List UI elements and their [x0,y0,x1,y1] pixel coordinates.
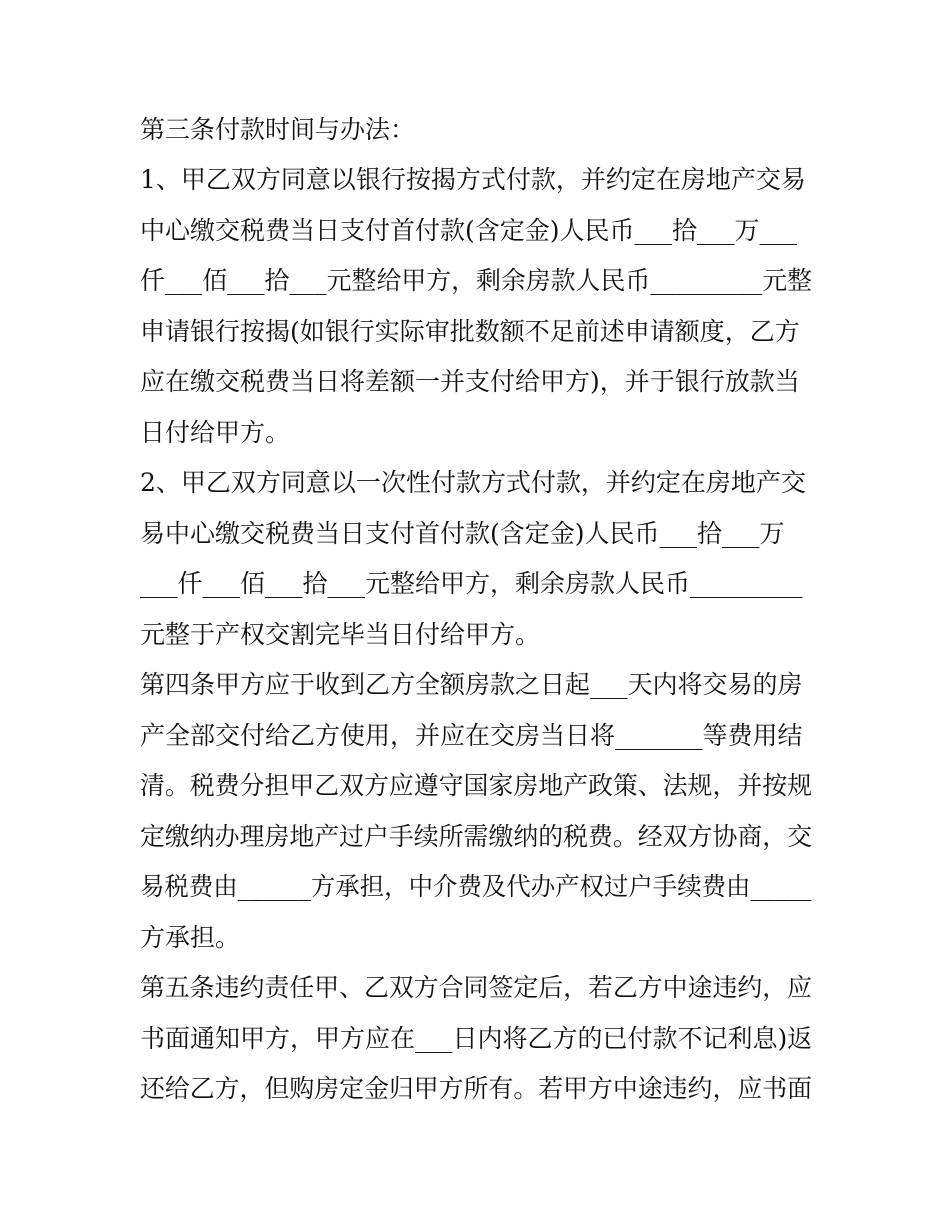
text-line: 第三条付款时间与办法： [140,115,416,144]
text-line: 元整于产权交割完毕当日付给甲方。 [140,620,541,649]
text-line: 易中心缴交税费当日支付首付款(含定金)人民币___拾___万 [140,519,785,548]
text-line: 申请银行按揭(如银行实际审批数额不足前述申请额度，乙方 [140,317,800,346]
text-line: 应在缴交税费当日将差额一并支付给甲方)，并于银行放款当 [140,367,800,396]
text-line: 定缴纳办理房地产过户手续所需缴纳的税费。经双方协商，交 [140,822,813,851]
text-line: ___仟___佰___拾___元整给甲方，剩余房款人民币_________ [140,569,803,598]
text-line: 1、甲乙双方同意以银行按揭方式付款，并约定在房地产交易 [140,165,806,194]
text-line: 清。税费分担甲乙双方应遵守国家房地产政策、法规，并按规 [140,771,813,800]
text-line: 易税费由______方承担，中介费及代办产权过户手续费由_____ [140,872,812,901]
text-line: 产全部交付给乙方使用，并应在交房当日将_______等费用结 [140,721,803,750]
text-line: 第四条甲方应于收到乙方全额房款之日起___天内将交易的房 [140,670,803,699]
text-line: 还给乙方，但购房定金归甲方所有。若甲方中途违约，应书面 [140,1074,813,1103]
text-line: 日付给甲方。 [140,418,291,447]
text-line: 仟___佰___拾___元整给甲方，剩余房款人民币_________元整 [140,266,813,295]
text-line: 第五条违约责任甲、乙双方合同签定后，若乙方中途违约，应 [140,973,813,1002]
text-line: 书面通知甲方，甲方应在___日内将乙方的已付款不记利息)返 [140,1024,813,1053]
text-line: 中心缴交税费当日支付首付款(含定金)人民币___拾___万___ [140,216,798,245]
text-line: 方承担。 [140,923,241,952]
text-line: 2、甲乙双方同意以一次性付款方式付款，并约定在房地产交 [140,468,806,497]
